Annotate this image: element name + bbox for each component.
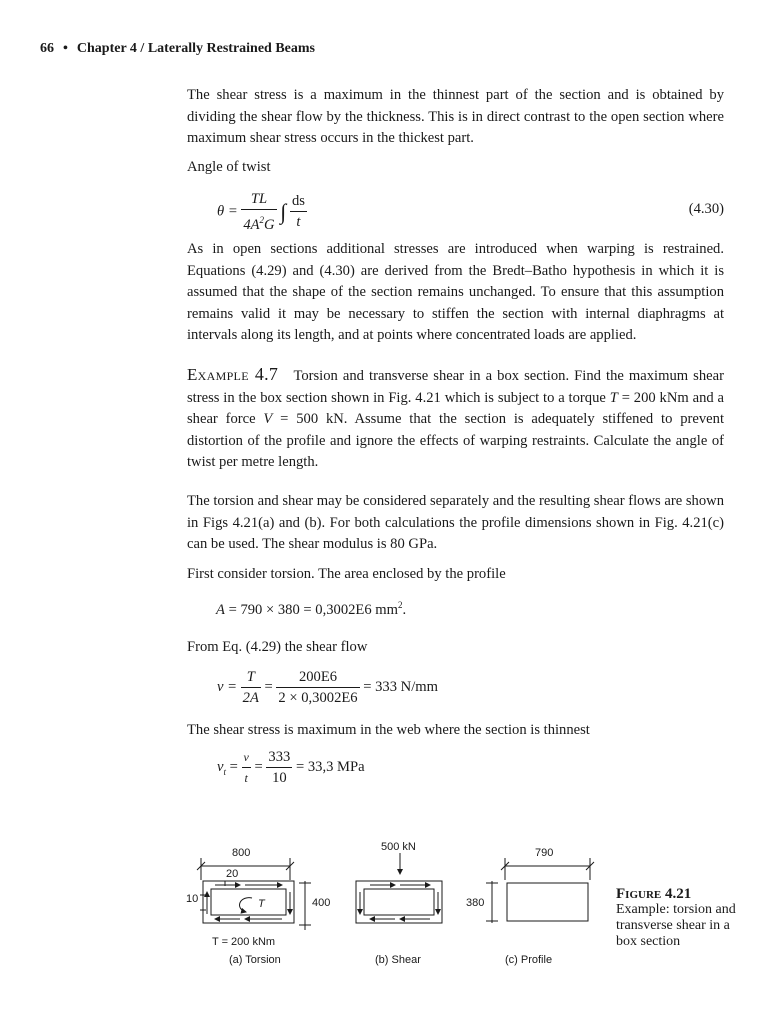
torsion-dim-height: 400 [312,897,331,909]
paragraph-torsion-and-shear: The torsion and shear may be considered separately and the resulting shear flows are shown in Figs 4.21(a) and (b). For both calculations the profile dimensions shown in Fig. 4.21(c) can be used. The shear modulus is 80 GPa. [187,493,724,552]
torsion-dim-web: 10 [186,893,199,905]
shear-diagram [356,853,442,923]
torsion-dim-width: 800 [232,847,251,859]
paragraph-angle-of-twist: Angle of twist [187,159,271,175]
torsion-symbol: T [258,898,265,910]
equation-area: A = 790 × 380 = 0,3002E6 $mm^2$. [216,600,407,618]
header-bullet: • [63,41,68,56]
page-number: 66 [40,41,54,56]
paragraph-shear-stress: The shear stress is a maximum in the thinnest part of the section and is obtained by dividing the shear flow by the thickness. This is in direct contrast to the open section where maximum shear stress occurs in the thickest part. [187,87,724,146]
profile-caption: (c) Profile [505,954,553,966]
chapter-title: Chapter 4 / Laterally Restrained Beams [76,41,316,56]
profile-dim-height: 380 [466,897,485,909]
figure-caption [616,886,736,950]
equation-4-30: θ = $\frac{TL}{4A^2G}$ ∫ $\frac{ds}{t}$ [217,191,305,233]
example-4-7: Example 4.7 Torsion and transverse shear in a box section. Find the maximum shear stress in the box section shown in Fig. 4.21 which is subject to a torque T = 200 kNm and a shear force V = 500 kN. Assume that the section is adequately stiffened to prevent distortion of the profile and ignore the effects of warping restraints. Calculate the angle of twist per metre length. [187,364,725,470]
example-heading: Example 4.7 [187,364,279,384]
equation-number-4-30: (4.30) [688,201,724,217]
profile-diagram [486,858,594,923]
equation-shear-stress: $v_t$ = $\frac{v}{t}$ = $\frac{333}{10}$ = 33,3 MPa [217,749,365,786]
figure-caption-text: Example: torsion and transverse shear in a box section [616,902,736,949]
integral-sign: ∫ [280,198,287,224]
eq430-fraction: $\frac{TL}{4A^2G}$ [243,191,275,233]
shear-caption: (b) Shear [375,954,421,966]
equation-shear-flow: v = $\frac{T}{2A}$ = $\frac{200E6}{2 \times 0,3002E6}$ = 333 N/mm [217,669,438,706]
paragraph-first-consider: First consider torsion. The area enclosed by the profile [187,566,506,582]
torsion-caption: (a) Torsion [229,954,281,966]
paragraph-shear-flow: From Eq. (4.29) the shear flow [187,639,368,655]
figure-caption-heading: Figure 4.21 [616,886,692,902]
eq430-integrand: $\frac{ds}{t}$ [291,193,305,231]
profile-dim-width: 790 [535,847,554,859]
shear-load: 500 kN [381,841,416,853]
paragraph-max-stress: The shear stress is maximum in the web where the section is thinnest [187,722,590,738]
torsion-diagram [197,858,311,930]
torsion-value: T = 200 kNm [212,936,276,948]
torsion-dim-flange: 20 [226,868,239,880]
running-header [40,41,315,57]
paragraph-warping: As in open sections additional stresses are introduced when warping is restrained. Equations (4.29) and (4.30) are derived from the Bredt–Batho hypothesis in which it is assumed that the shape of the section remains unchanged. To ensure that this assumption remains valid it may be necessary to stiffen the section with internal diaphragms at intervals along its length, and at points where concentrated loads are applied. [187,241,724,343]
